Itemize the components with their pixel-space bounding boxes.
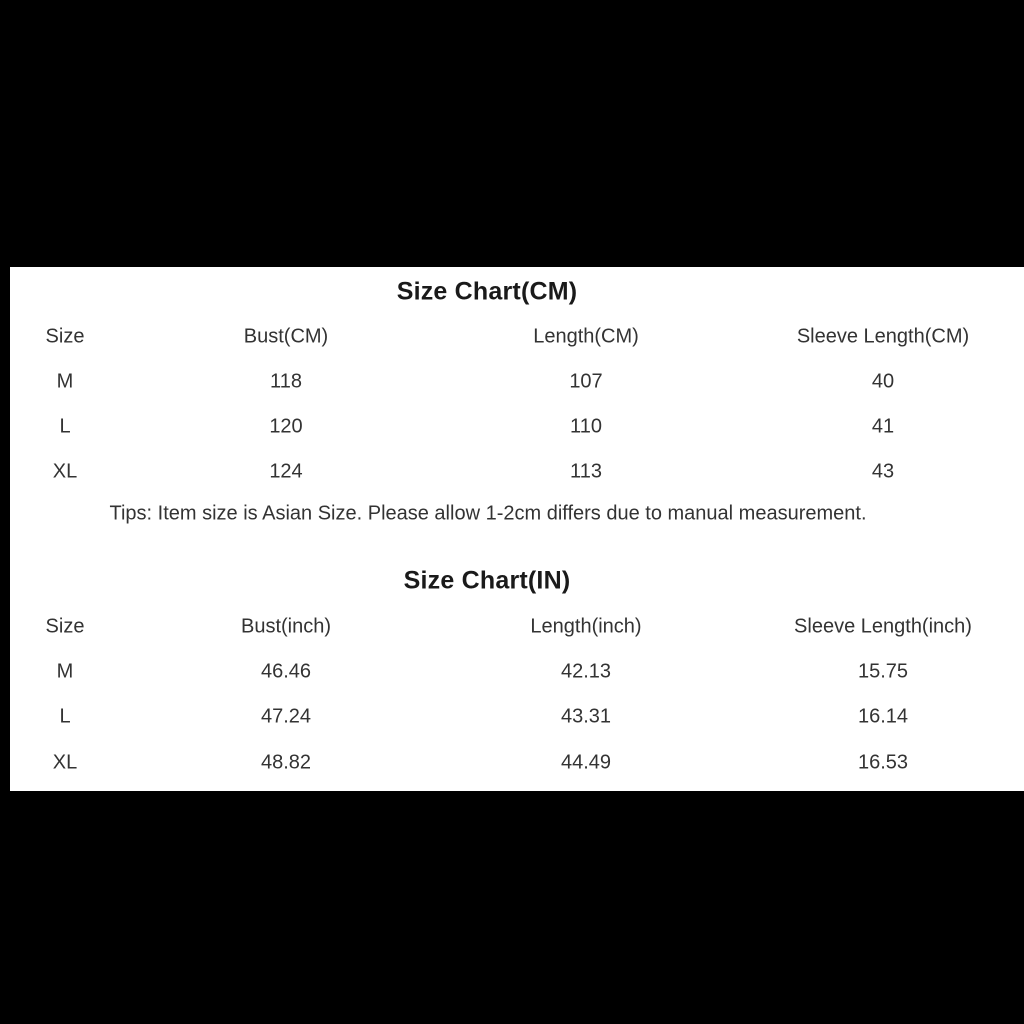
cm-row-l-size: L	[59, 415, 71, 438]
in-header-bust: Bust(inch)	[240, 615, 332, 638]
tips-note: Tips: Item size is Asian Size. Please allow 1-2cm differs due to manual measurement.	[109, 502, 867, 525]
in-row-xl-sleeve: 16.53	[857, 751, 909, 774]
cm-row-m-bust: 118	[270, 370, 302, 393]
in-header-length: Length(inch)	[530, 615, 642, 638]
cm-header-bust: Bust(CM)	[243, 325, 329, 348]
cm-row-xl-sleeve: 43	[871, 460, 895, 483]
cm-row-l-sleeve: 41	[871, 415, 895, 438]
in-row-xl-bust: 48.82	[260, 751, 312, 774]
in-header-size: Size	[45, 615, 85, 638]
in-row-l-bust: 47.24	[260, 705, 312, 728]
cm-row-xl-size: XL	[52, 460, 78, 483]
in-row-l-size: L	[59, 705, 71, 728]
cm-row-l-length: 110	[570, 415, 602, 438]
cm-row-l-bust: 120	[269, 415, 303, 438]
size-chart-panel	[10, 267, 1024, 791]
cm-row-m-size: M	[56, 370, 74, 393]
size-chart-cm-title: Size Chart(CM)	[396, 277, 578, 306]
cm-row-m-sleeve: 40	[871, 370, 895, 393]
in-row-m-bust: 46.46	[260, 660, 312, 683]
cm-row-xl-bust: 124	[269, 460, 303, 483]
cm-row-m-length: 107	[569, 370, 603, 393]
in-row-m-size: M	[56, 660, 74, 683]
in-row-m-sleeve: 15.75	[857, 660, 909, 683]
in-row-xl-size: XL	[52, 751, 78, 774]
in-row-xl-length: 44.49	[560, 751, 612, 774]
cm-header-size: Size	[45, 325, 85, 348]
in-row-m-length: 42.13	[560, 660, 612, 683]
in-row-l-length: 43.31	[560, 705, 612, 728]
size-chart-in-title: Size Chart(IN)	[403, 566, 571, 595]
cm-header-sleeve-length: Sleeve Length(CM)	[796, 325, 970, 348]
in-row-l-sleeve: 16.14	[857, 705, 909, 728]
cm-header-length: Length(CM)	[533, 325, 639, 348]
in-header-sleeve-length: Sleeve Length(inch)	[794, 615, 972, 638]
cm-row-xl-length: 113	[570, 460, 602, 483]
size-chart-in-table	[10, 267, 1024, 791]
